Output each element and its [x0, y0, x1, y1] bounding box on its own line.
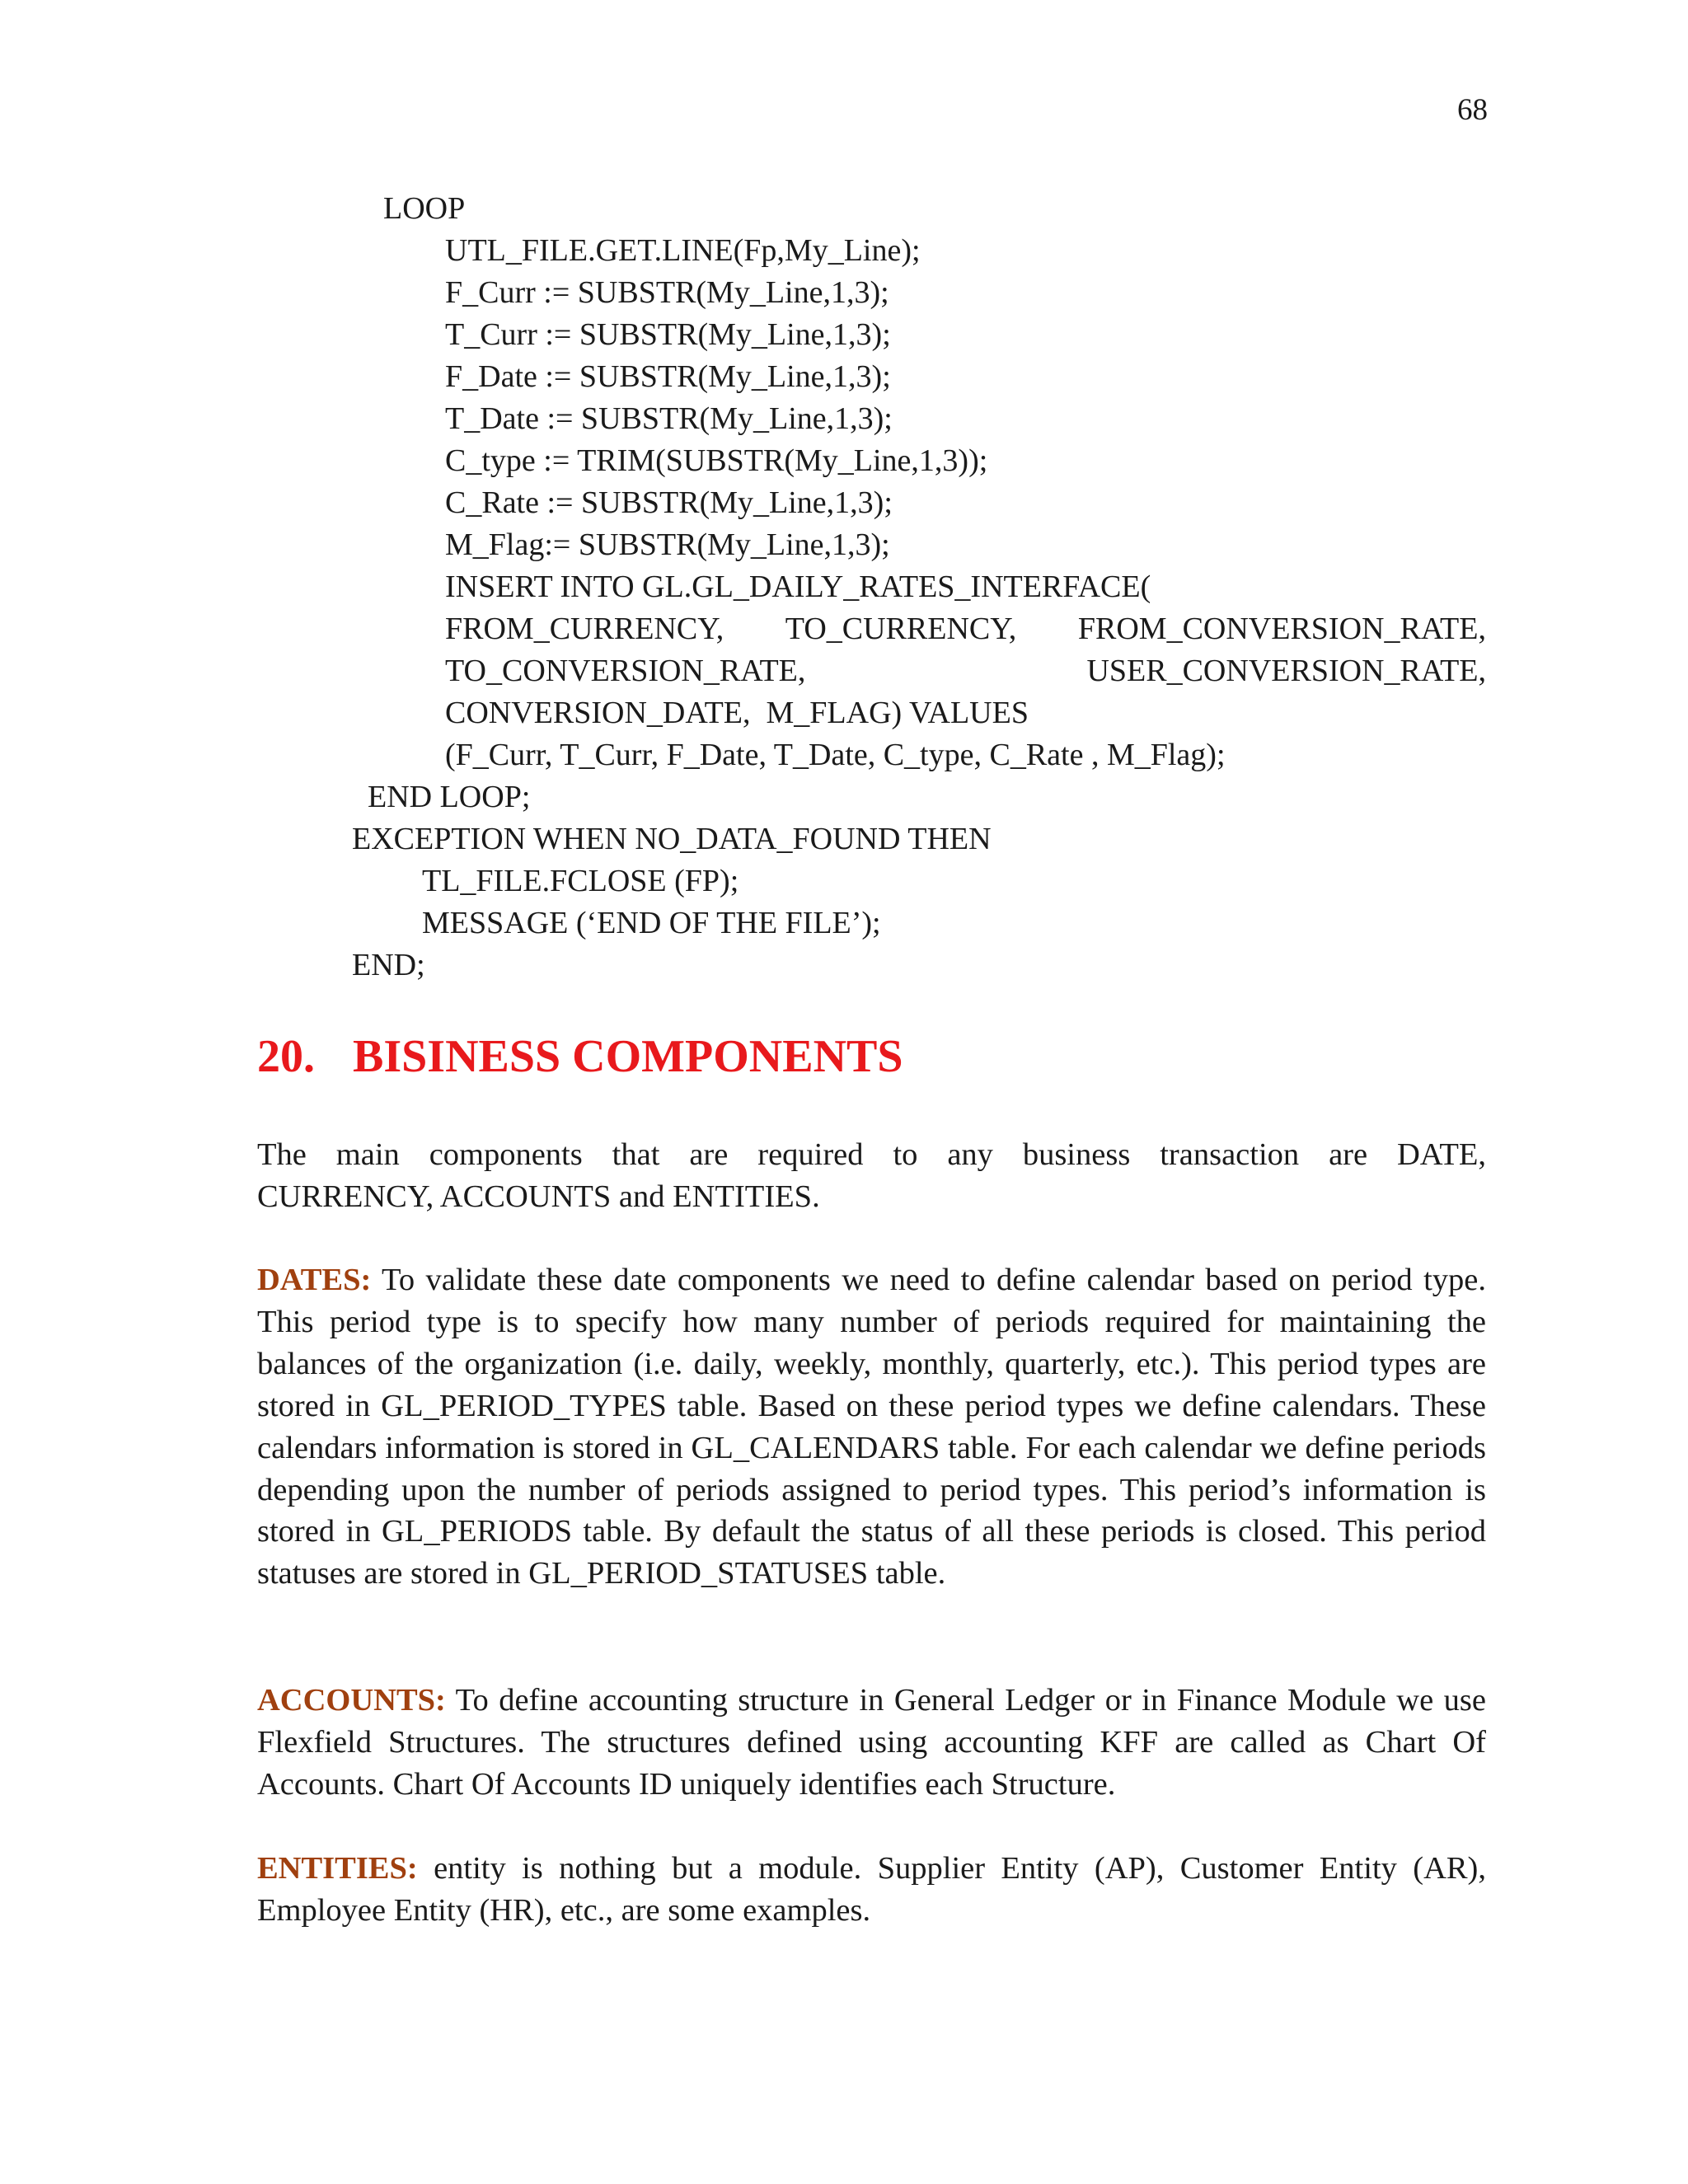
intro-word: to: [893, 1137, 918, 1172]
intro-line-1: [257, 1134, 1486, 1176]
intro-word: required: [757, 1137, 864, 1172]
code-line: F_Curr := SUBSTR(My_Line,1,3);: [445, 275, 889, 310]
intro-word: components: [429, 1137, 583, 1172]
code-token: FROM_CURRENCY,: [445, 612, 724, 646]
code-line: TL_FILE.FCLOSE (FP);: [422, 864, 739, 898]
code-line-columns: [445, 650, 1486, 692]
code-line: INSERT INTO GL.GL_DAILY_RATES_INTERFACE(: [445, 569, 1151, 604]
code-line-end: END;: [352, 948, 425, 982]
intro-word: are: [1329, 1137, 1368, 1172]
accounts-label: ACCOUNTS:: [257, 1683, 446, 1718]
intro-paragraph: [257, 1134, 1486, 1218]
code-line: C_type := TRIM(SUBSTR(My_Line,1,3));: [445, 443, 988, 478]
entities-paragraph: [257, 1848, 1486, 1932]
intro-word: DATE,: [1397, 1137, 1486, 1172]
code-line: F_Date := SUBSTR(My_Line,1,3);: [445, 359, 891, 394]
code-line-end-loop: END LOOP;: [368, 780, 531, 814]
intro-word: any: [947, 1137, 993, 1172]
section-title: BISINESS COMPONENTS: [353, 1031, 903, 1082]
dates-paragraph: [257, 1259, 1486, 1595]
code-line: C_Rate := SUBSTR(My_Line,1,3);: [445, 485, 893, 520]
intro-word: transaction: [1160, 1137, 1300, 1172]
code-token: TO_CURRENCY,: [785, 612, 1017, 646]
code-line-loop: LOOP: [383, 191, 466, 226]
section-heading: [257, 1030, 903, 1083]
code-line: CONVERSION_DATE, M_FLAG) VALUES: [445, 696, 1029, 730]
code-line: MESSAGE (‘END OF THE FILE’);: [422, 906, 881, 940]
intro-word: business: [1022, 1137, 1131, 1172]
code-line-exception: EXCEPTION WHEN NO_DATA_FOUND THEN: [352, 822, 992, 856]
section-number: 20.: [257, 1031, 315, 1082]
intro-word: main: [335, 1137, 400, 1172]
entities-text: entity is nothing but a module. Supplier Entity (AP), Customer Entity (AR), Employee Entity (HR), etc., are some examples.: [257, 1851, 1486, 1928]
code-line: T_Curr := SUBSTR(My_Line,1,3);: [445, 317, 891, 352]
intro-word: The: [257, 1137, 307, 1172]
code-token: USER_CONVERSION_RATE,: [1086, 654, 1486, 688]
entities-label: ENTITIES:: [257, 1851, 418, 1886]
page-number: 68: [1457, 93, 1488, 127]
code-line-columns: [445, 608, 1486, 650]
code-line: M_Flag:= SUBSTR(My_Line,1,3);: [445, 527, 890, 562]
code-token: TO_CONVERSION_RATE,: [445, 654, 806, 688]
dates-label: DATES:: [257, 1263, 372, 1297]
intro-word: that: [612, 1137, 660, 1172]
code-line: T_Date := SUBSTR(My_Line,1,3);: [445, 401, 893, 436]
code-token: FROM_CONVERSION_RATE,: [1077, 612, 1486, 646]
accounts-text: To define accounting structure in General Ledger or in Finance Module we use Flexfield Structures. The structures defined using accounting KFF are called as Chart Of Accounts. Chart Of Accounts ID uniquely identifies each Structure.: [257, 1683, 1486, 1802]
dates-text: To validate these date components we need to define calendar based on period type. This period type is to specify how many number of periods required for maintaining the balances of the organization (i.e. daily, weekly, monthly, quarterly, etc.). This period types are stored in GL_PERIOD_TYPES table. Based on these period types we define calendars. These calendars information is stored in GL_CALENDARS table. For each calendar we define periods depending upon the number of periods assigned to period types. This period’s information is stored in GL_PERIODS table. By default the status of all these periods is closed. This period statuses are stored in GL_PERIOD_STATUSES table.: [257, 1263, 1486, 1591]
code-line: (F_Curr, T_Curr, F_Date, T_Date, C_type, C_Rate , M_Flag);: [445, 738, 1226, 772]
intro-line-2: CURRENCY, ACCOUNTS and ENTITIES.: [257, 1179, 820, 1214]
intro-word: are: [689, 1137, 729, 1172]
code-line: UTL_FILE.GET.LINE(Fp,My_Line);: [445, 233, 921, 268]
accounts-paragraph: [257, 1680, 1486, 1806]
